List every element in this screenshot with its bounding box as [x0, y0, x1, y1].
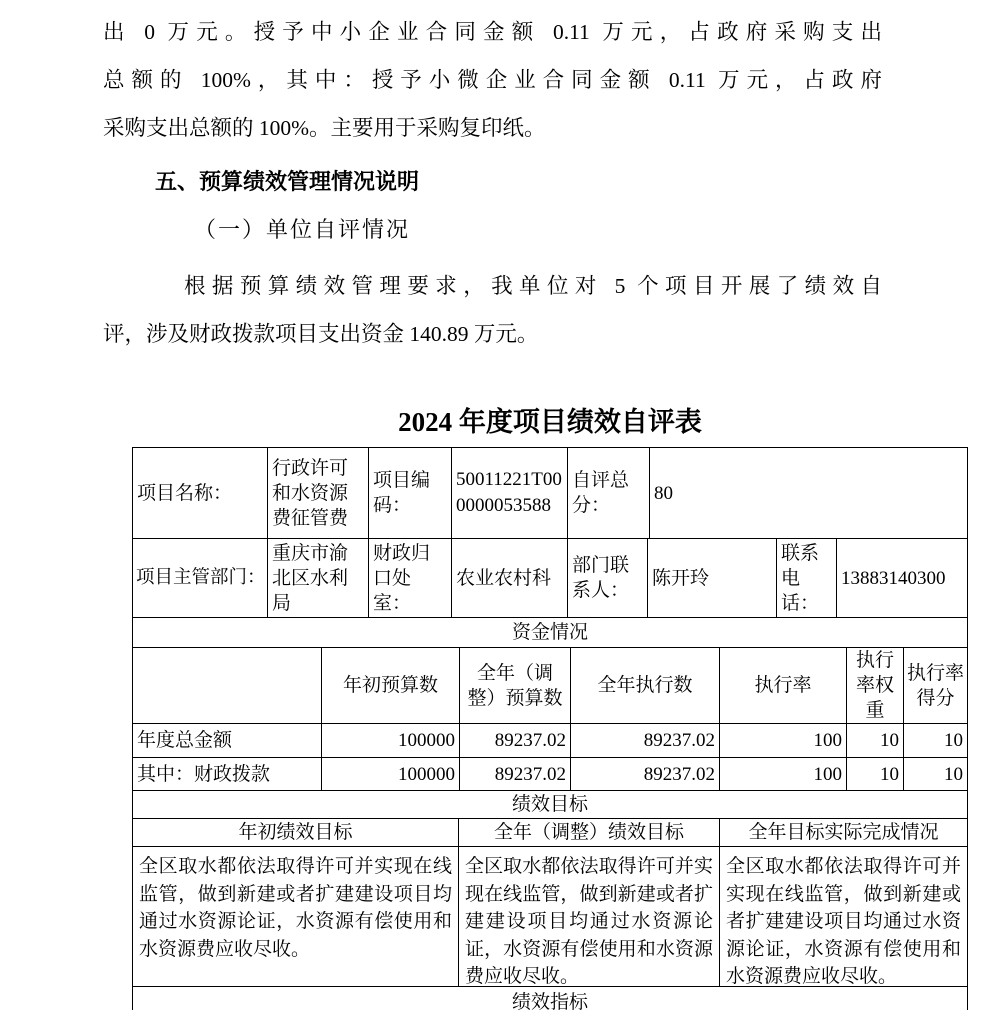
funds-fiscal-rate: 100 [720, 758, 847, 790]
finance-office-value: 农业农村科 [452, 539, 568, 617]
funds-header-rate-score: 执行率得分 [906, 662, 964, 709]
goal-actual-text: 全区取水都依法取得许可并实现在线监管，做到新建或者扩建建设项目均通过水资源论证，水资源有偿使用和水资源费应收尽收。 [726, 856, 961, 986]
project-code-label: 项目编码： [369, 448, 452, 538]
funds-header-execution-rate: 执行率 [720, 648, 847, 723]
dept-label: 项目主管部门： [133, 539, 268, 617]
table-row-project [133, 448, 967, 539]
document-body [103, 8, 882, 358]
funds-total-weight: 10 [847, 724, 904, 757]
phone-label: 联系电话： [777, 539, 837, 617]
funds-total-rate: 100 [720, 724, 847, 757]
goals-header-row [133, 819, 967, 847]
intro-line-1: 出 0 万元。授予中小企业合同金额 0.11 万元，占政府采购支出 [103, 20, 882, 44]
project-name-label: 项目名称： [133, 448, 268, 538]
paragraph-line-2: 评，涉及财政拨款项目支出资金 140.89 万元。 [103, 322, 539, 346]
funds-fiscal-adjusted: 89237.02 [460, 758, 571, 790]
self-score-value: 80 [654, 482, 673, 504]
indicators-section-title: 绩效指标 [511, 992, 588, 1010]
sub-section-heading: （一）单位自评情况 [194, 217, 411, 242]
phone-value: 13883140300 [841, 567, 946, 589]
funds-fiscal-executed: 89237.02 [571, 758, 720, 790]
funds-header-empty-cell [133, 648, 322, 723]
contact-person-value: 陈开玲 [648, 539, 777, 617]
goals-header-adjusted: 全年（调整）绩效目标 [459, 819, 720, 846]
funds-header-rate-weight: 执行率权重 [847, 648, 904, 723]
intro-line-2: 总额的 100%，其中：授予小微企业合同金额 0.11 万元，占政府 [103, 68, 882, 92]
funds-row-fiscal-label: 其中：财政拨款 [133, 758, 322, 790]
goals-text-row [133, 847, 967, 987]
paragraph-line-1: 根据预算绩效管理要求，我单位对 5 个项目开展了绩效自 [184, 274, 882, 298]
funds-total-adjusted: 89237.02 [460, 724, 571, 757]
funds-section-row [133, 618, 967, 648]
goals-section-row [133, 791, 967, 819]
funds-row-fiscal [133, 758, 967, 791]
funds-row-total-label: 年度总金额 [133, 724, 322, 757]
table-title: 2024 年度项目绩效自评表 [398, 407, 702, 437]
funds-total-initial: 100000 [322, 724, 460, 757]
funds-header-initial-budget: 年初预算数 [322, 648, 460, 723]
project-name-value: 行政许可和水资源费征管费 [268, 448, 369, 538]
table-row-department [133, 539, 967, 618]
goals-header-actual: 全年目标实际完成情况 [748, 822, 939, 843]
funds-header-executed: 全年执行数 [571, 648, 720, 723]
funds-fiscal-weight: 10 [847, 758, 904, 790]
contact-person-label: 部门联系人： [568, 539, 648, 617]
section-heading: 五、预算绩效管理情况说明 [155, 169, 420, 194]
finance-office-label: 财政归口处室： [369, 539, 452, 617]
goal-initial-text: 全区取水都依法取得许可并实现在线监管，做到新建或者扩建建设项目均通过水资源论证，水资源有偿使用和水资源费应收尽收。 [133, 847, 459, 986]
self-evaluation-table [132, 447, 968, 1010]
funds-fiscal-initial: 100000 [322, 758, 460, 790]
funds-total-executed: 89237.02 [571, 724, 720, 757]
funds-header-row [133, 648, 967, 724]
funds-total-score: 10 [944, 730, 963, 751]
self-score-label: 自评总分： [568, 448, 650, 538]
dept-value: 重庆市渝北区水利局 [268, 539, 369, 617]
funds-row-total [133, 724, 967, 758]
intro-line-3: 采购支出总额的 100%。主要用于采购复印纸。 [103, 116, 546, 140]
funds-section-title: 资金情况 [511, 622, 588, 643]
project-code-value: 50011221T000000053588 [452, 448, 568, 538]
goal-adjusted-text: 全区取水都依法取得许可并实现在线监管，做到新建或者扩建建设项目均通过水资源论证，水资源有偿使用和水资源费应收尽收。 [459, 847, 720, 986]
goals-header-initial: 年初绩效目标 [133, 819, 459, 846]
indicators-section-row [133, 987, 967, 1010]
funds-fiscal-score: 10 [944, 763, 963, 785]
funds-header-adjusted-budget: 全年（调整）预算数 [460, 648, 571, 723]
goals-section-title: 绩效目标 [511, 794, 588, 815]
